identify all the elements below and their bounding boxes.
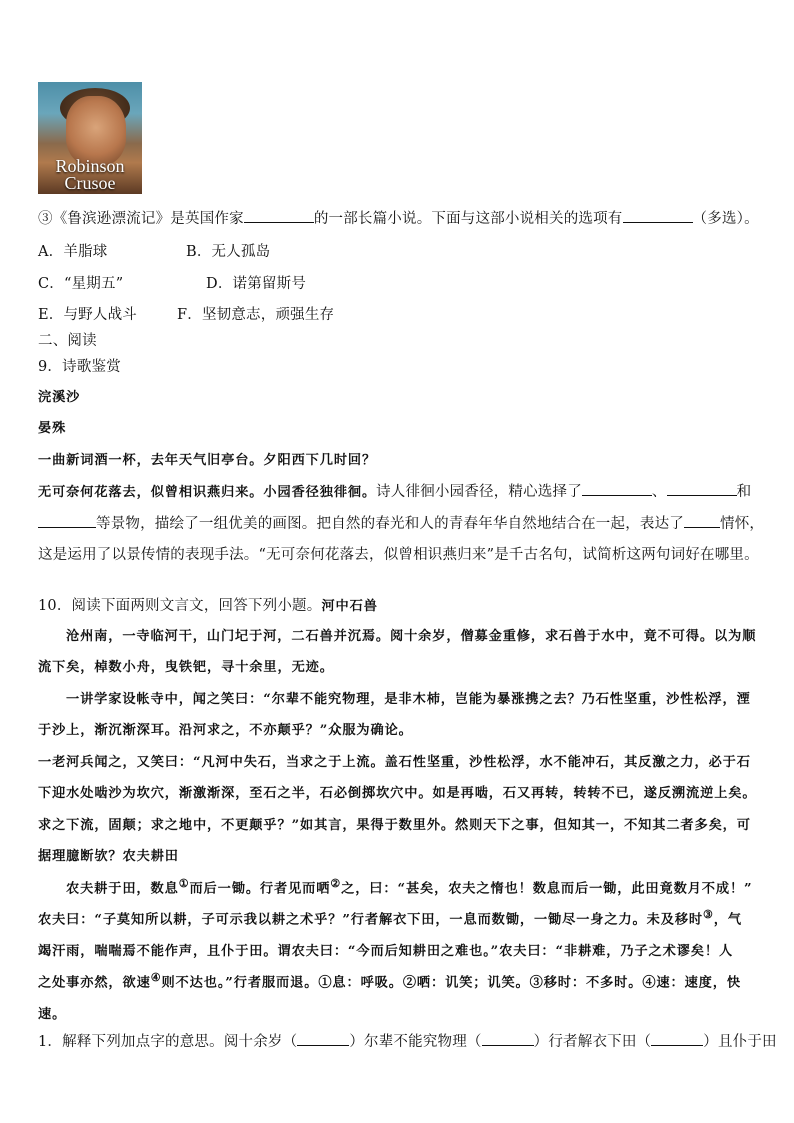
q8-stem-part-b: 的一部长篇小说。下面与这部小说相关的选项有 [313,211,623,227]
q9-label: 9．诗歌鉴赏 [38,359,121,375]
passage-1-para-2-line-2: 于沙上，渐沉渐深耳。沿河求之，不亦颠乎？”众服为确论。 [38,723,413,738]
q9-question-part-b: 、 [651,484,667,500]
q8-option-a: A．羊脂球 [38,244,108,260]
q8-blank-author [244,208,314,223]
footnote-mark-4: ④ [150,971,162,984]
q9-question-part-d: 等景物，描绘了一组优美的画图。把自然的春光和人的青春年华自然地结合在一起，表达了 [96,516,684,532]
q9-question-line-3: 这是运用了以景传情的表现手法。“无可奈何花落去，似曾相识燕归来”是千古名句，试简析这两句词好在哪里。 [38,547,759,563]
passage-2-line-1-c: 之，曰：“甚矣，农夫之惰也！数息而后一锄，此田竟数月不成！” [341,881,753,897]
sub1-part-d: ）且仆于田 [703,1034,777,1050]
sub1-blank-2 [482,1031,534,1046]
q9-blank-4 [684,513,720,528]
passage-1-ending: 据理臆断欤？ [38,849,123,864]
poem-author: 晏殊 [38,421,67,436]
passage-2-title: 农夫耕田 [122,849,179,864]
poem-line-2: 无可奈何花落去，似曾相识燕归来。小园香径独徘徊。 [38,485,377,500]
sub1-part-a: 1．解释下列加点字的意思。阅十余岁（ [38,1034,298,1050]
cover-title-line2: Crusoe [64,173,116,193]
passage-2-line-5: 速。 [38,1007,67,1022]
passage-2-line-4-a: 之处事亦然，欲速 [38,975,151,991]
footnote-mark-3: ③ [703,908,714,921]
q9-blank-1 [582,481,652,496]
passage-2-line-4 [38,971,741,990]
sub1-part-b: ）尔辈不能究物理（ [349,1034,482,1050]
q8-option-d: D．诺第留斯号 [206,276,307,292]
passage-2-line-1-b: 而后一锄。行者见而哂 [189,881,331,897]
passage-2-line-1 [66,877,753,896]
sub1-part-c: ）行者解衣下田（ [533,1034,652,1050]
q8-option-f: F．坚韧意志，顽强生存 [177,307,335,323]
q8-stem-part-c: （多选）。 [692,211,759,227]
poem-title: 浣溪沙 [38,390,81,405]
passage-1-para-2-line-1: 一讲学家设帐寺中，闻之笑曰：“尔辈不能究物理，是非木杮，岂能为暴涨携之去？乃石性坚重，沙性松浮，湮 [66,692,751,707]
q9-blank-2 [667,481,737,496]
passage-1-para-3-line-4 [38,845,179,864]
q9-question-part-e: 情怀， [720,516,765,532]
passage-1-title: 河中石兽 [321,599,378,614]
footnote-mark-2: ② [330,877,342,890]
passage-1-para-3-line-2: 下迎水处啮沙为坎穴，渐激渐深，至石之半，石必倒掷坎穴中。如是再啮，石又再转，转转不已，遂反溯流逆上矣。 [38,786,757,801]
passage-1-para-3-line-1: 一老河兵闻之，又笑曰：“凡河中失石，当求之于上流。盖石性坚重，沙性松浮，水不能冲石，其反激之力，必于石 [38,755,751,770]
q8-option-e: E．与野人战斗 [38,307,137,323]
q8-option-b: B．无人孤岛 [186,244,271,260]
passage-2-line-2 [38,908,742,927]
q9-blank-3 [38,513,96,528]
passage-2-line-1-a: 农夫耕于田，数息 [66,881,179,897]
q8-stem-part-a: ③《鲁滨逊漂流记》是英国作家 [38,211,244,227]
passage-1-para-1-line-2: 流下矣，棹数小舟，曳铁钯，寻十余里，无迹。 [38,660,334,675]
passage-2-line-2-b: ，气 [713,912,742,928]
sub1-blank-3 [651,1031,703,1046]
passage-2-line-4-b: 则不达也。”行者服而退。①息：呼吸。②哂：讥笑；讥笑。③移时：不多时。④速：速度，快 [161,975,741,991]
section-heading-reading: 二、阅读 [38,333,97,349]
passage-2-line-3: 竭汗雨，喘喘焉不能作声，且仆于田。谓农夫曰：“今而后知耕田之难也。”农夫曰：“非耕难，乃子之术谬矣！人 [38,944,734,959]
sub-question-1 [38,1030,777,1051]
poem-line-2-and-question [38,480,751,501]
footnote-mark-1: ① [178,877,190,890]
robinson-crusoe-cover-image [38,82,142,194]
sub1-blank-1 [297,1031,349,1046]
q9-question-line-2 [38,512,764,533]
q9-question-part-a: 诗人徘徊小园香径，精心选择了 [376,484,582,500]
poem-line-1: 一曲新词酒一杯，去年天气旧亭台。夕阳西下几时回？ [38,453,377,468]
passage-1-para-3-line-3: 求之下流，固颠；求之地中，不更颠乎？”如其言，果得于数里外。然则天下之事，但知其一，不知其二者多矣，可 [38,818,751,833]
q8-blank-options [623,208,693,223]
passage-1-para-1-line-1: 沧州南，一寺临河干，山门圮于河，二石兽并沉焉。阅十余岁，僧募金重修，求石兽于水中，竟不可得。以为顺 [66,629,757,644]
q10-label: 10．阅读下面两则文言文，回答下列小题。 [38,598,322,614]
passage-2-line-2-a: 农夫曰：“子莫知所以耕，子可示我以耕之术乎？”行者解衣下田，一息而数锄，一锄尽一身之力。未及移时 [38,912,703,928]
q10-heading [38,594,378,615]
q8-option-c: C．“星期五” [38,276,124,292]
q9-question-part-c: 和 [736,484,752,500]
cover-title-line1: Robinson [55,156,125,176]
q8-3-stem [38,207,759,228]
